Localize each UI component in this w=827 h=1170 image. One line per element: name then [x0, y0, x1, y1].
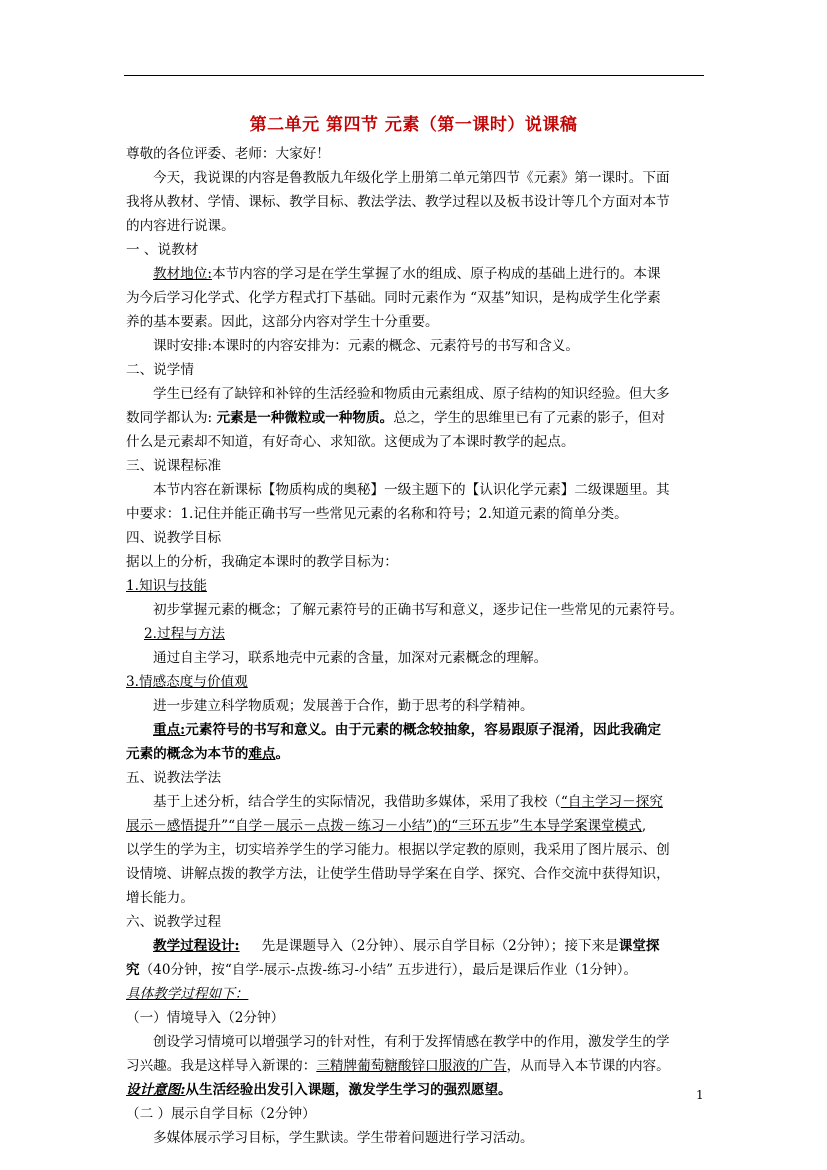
key-point-line-1: 重点:元素符号的书写和意义。由于元素的概念较抽象，容易跟原子混淆，因此我确定: [153, 722, 661, 738]
students-line-2: 数同学都认为: 元素是一种微粒或一种物质。总之，学生的思维里已有了元素的影子，但对: [126, 410, 666, 426]
design-intent-label: 设计意图:: [126, 1082, 186, 1098]
goal-1-text: 初步掌握元素的概念；了解元素符号的正确书写和意义，逐步记住一些常见的元素符号。: [153, 602, 684, 618]
step-1-line-1: 创设学习情境可以增强学习的针对性，有利于发挥情感在教学中的作用，激发学生的学: [153, 1034, 670, 1050]
students-line-1: 学生已经有了缺锌和补锌的生活经验和物质由元素组成、原子结构的知识经验。但大多: [153, 386, 670, 402]
methods-line-5: 增长能力。: [126, 890, 194, 906]
position-label: 教材地位:: [153, 266, 212, 282]
standards-line-2: 中要求：1.记住并能正确书写一些常见元素的名称和符号；2.知道元素的简单分类。: [126, 506, 628, 522]
position-line-1: 教材地位:本节内容的学习是在学生掌握了水的组成、原子构成的基础上进行的。本课: [153, 266, 661, 282]
section-6-heading: 六、说教学过程: [126, 914, 222, 930]
intro-line-3: 的内容进行说课。: [126, 218, 235, 234]
section-3-heading: 三、说课程标准: [126, 458, 222, 474]
methods-line-3: 以学生的学为主，切实培养学生的学习能力。根据以学定教的原则，我采用了图片展示、创: [126, 842, 670, 858]
objectives-lead: 据以上的分析，我确定本课时的教学目标为：: [126, 554, 398, 570]
standards-line-1: 本节内容在新课标【物质构成的奥秘】一级主题下的【认识化学元素】二级课题里。其: [153, 482, 670, 498]
goal-3-text: 进一步建立科学物质观；发展善于合作，勤于思考的科学精神。: [153, 698, 534, 714]
intro-line-1: 今天，我说课的内容是鲁教版九年级化学上册第二单元第四节《元素》第一课时。下面: [153, 170, 670, 186]
goal-2-text: 通过自主学习，联系地壳中元素的含量，加深对元素概念的理解。: [153, 650, 548, 666]
key-point-label: 重点:: [153, 722, 186, 738]
goal-1-title: 1.知识与技能: [126, 578, 207, 594]
design-intent-line: 设计意图:从生活经验出发引入课题，激发学生学习的强烈愿望。: [126, 1082, 512, 1098]
step-1-line-2: 习兴趣。我是这样导入新课的：三精牌葡萄糖酸锌口服液的广告，从而导入本节课的内容。: [126, 1058, 670, 1074]
methods-line-1: 基于上述分析，结合学生的实际情况，我借助多媒体，采用了我校（“自主学习－探究: [153, 794, 663, 810]
greeting: 尊敬的各位评委、老师：大家好！: [126, 146, 330, 162]
step-2-line-1: 多媒体展示学习目标，学生默读。学生带着问题进行学习活动。: [153, 1130, 534, 1146]
ad-text: 三精牌葡萄糖酸锌口服液的广告: [316, 1058, 507, 1074]
section-2-heading: 二、说学情: [126, 362, 194, 378]
key-point-line-2: 元素的概念为本节的难点。: [126, 746, 290, 762]
students-line-3: 什么是元素却不知道，有好奇心、求知欲。这便成为了本课时教学的起点。: [126, 434, 575, 450]
schedule-line: 课时安排:本课时的内容安排为：元素的概念、元素符号的书写和含义。: [153, 338, 579, 354]
process-detail-heading: 具体教学过程如下：: [126, 986, 249, 1002]
page-number: 1: [696, 1088, 704, 1102]
document-title: 第二单元 第四节 元素（第一课时）说课稿: [249, 115, 578, 135]
difficulty-label: 难点: [248, 746, 276, 762]
methods-line-4: 设情境、讲解点拨的教学方法，让使学生借助导学案在自学、探究、合作交流中获得知识，: [126, 866, 670, 882]
goal-3-title: 3.情感态度与价值观: [126, 674, 248, 690]
section-1-heading: 一 、说教材: [126, 242, 199, 258]
header-rule: [124, 75, 704, 76]
section-4-heading: 四、说教学目标: [126, 530, 222, 546]
position-line-3: 养的基本要素。因此，这部分内容对学生十分重要。: [126, 314, 439, 330]
misconception-text: 元素是一种微粒或一种物质。: [216, 410, 394, 426]
methods-line-2: 展示－感悟提升”“自学－展示－点拨－练习－小结”)的“三环五步”生本导学案课堂模式,: [126, 818, 647, 834]
design-line-2: 究（40分钟，按“自学-展示-点拨-练习-小结” 五步进行），最后是课后作业（1分钟）。: [126, 962, 638, 978]
intro-line-2: 我将从教材、学情、课标、教学目标、教法学法、教学过程以及板书设计等几个方面对本节: [126, 194, 670, 210]
goal-2-title: 2.过程与方法: [144, 626, 225, 642]
design-line-1: 教学过程设计: 先是课题导入（2分钟）、展示自学目标（2分钟）；接下来是课堂探: [153, 938, 660, 954]
step-2-heading: （二 ）展示自学目标（2分钟）: [126, 1106, 316, 1122]
step-1-heading: （一）情境导入（2分钟）: [126, 1010, 285, 1026]
design-label: 教学过程设计:: [153, 938, 240, 954]
position-line-2: 为今后学习化学式、化学方程式打下基础。同时元素作为 “双基”知识，是构成学生化学素: [126, 290, 661, 306]
section-5-heading: 五、说教法学法: [126, 770, 222, 786]
